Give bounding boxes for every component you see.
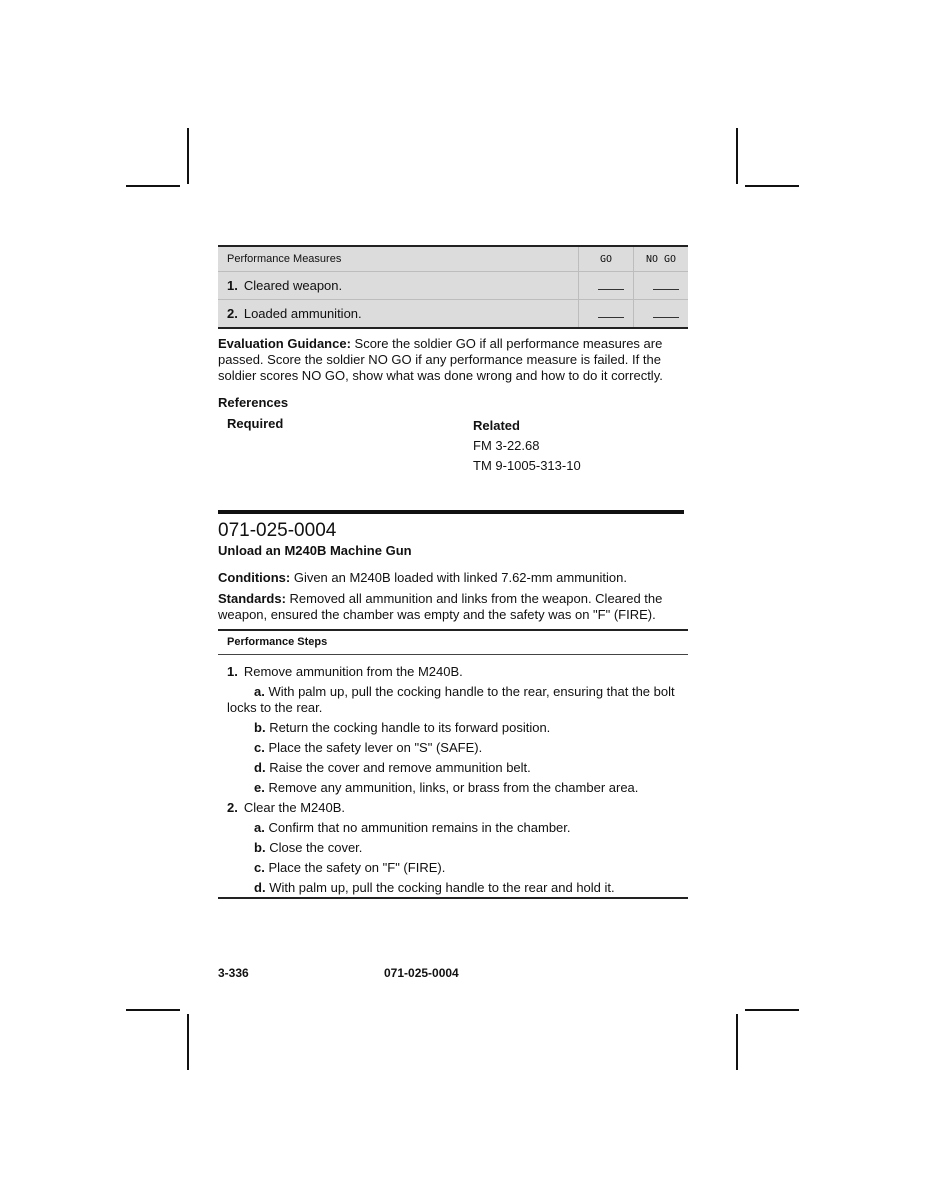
evaluation-text: Score the soldier GO if all performance measures are passed. Score the soldier NO GO if any performance measure is failed. If the soldier scores NO GO, show what was done wrong and how to do it correctly. bbox=[218, 336, 663, 383]
go-header: GO bbox=[579, 246, 634, 272]
substep-item: a. Confirm that no ammunition remains in the chamber. bbox=[254, 820, 571, 835]
substep-item: d. With palm up, pull the cocking handle to the rear and hold it. bbox=[254, 880, 615, 895]
go-blank bbox=[579, 300, 634, 329]
reference-item: FM 3-22.68 bbox=[473, 438, 540, 453]
step-item: 2. Clear the M240B. bbox=[227, 800, 346, 815]
crop-mark bbox=[126, 1009, 180, 1011]
nogo-blank bbox=[634, 272, 689, 300]
substep-item: c. Place the safety lever on "S" (SAFE). bbox=[254, 740, 483, 755]
reference-item: TM 9-1005-313-10 bbox=[473, 458, 581, 473]
table-row bbox=[218, 300, 688, 329]
row-text: Cleared weapon. bbox=[243, 278, 343, 293]
standards-text: Removed all ammunition and links from the weapon. Cleared the weapon, ensured the chamber was empty and the safety was on "F" (FIRE). bbox=[218, 591, 663, 622]
row-number: 1. bbox=[227, 278, 238, 293]
crop-mark bbox=[745, 1009, 799, 1011]
nogo-blank bbox=[634, 300, 689, 329]
step-item: 1. Remove ammunition from the M240B. bbox=[227, 664, 463, 679]
conditions bbox=[218, 570, 688, 586]
performance-steps bbox=[218, 655, 688, 899]
page-content bbox=[218, 245, 688, 899]
nogo-header: NO GO bbox=[634, 246, 689, 272]
task-divider bbox=[218, 510, 684, 514]
substep-item: d. Raise the cover and remove ammunition belt. bbox=[254, 760, 531, 775]
table-header-row bbox=[218, 246, 688, 272]
substep-item: b. Close the cover. bbox=[254, 840, 363, 855]
evaluation-guidance bbox=[218, 336, 688, 384]
footer-task-number: 071-025-0004 bbox=[384, 966, 459, 980]
crop-mark bbox=[736, 128, 738, 184]
conditions-text: Given an M240B loaded with linked 7.62-mm ammunition. bbox=[290, 570, 627, 585]
table-row bbox=[218, 272, 688, 300]
task-number: 071-025-0004 bbox=[218, 520, 337, 541]
references-block bbox=[218, 416, 688, 476]
evaluation-label: Evaluation Guidance: bbox=[218, 336, 351, 351]
performance-steps-header: Performance Steps bbox=[218, 629, 688, 655]
related-header: Related bbox=[473, 418, 520, 433]
page-number: 3-336 bbox=[218, 966, 249, 980]
row-number: 2. bbox=[227, 306, 238, 321]
performance-measures-header: Performance Measures bbox=[218, 246, 579, 272]
crop-mark bbox=[187, 1014, 189, 1070]
crop-mark bbox=[745, 185, 799, 187]
substep-item: c. Place the safety on "F" (FIRE). bbox=[254, 860, 446, 875]
related-column bbox=[473, 416, 581, 476]
performance-measures-table bbox=[218, 245, 688, 329]
substep-item: a. With palm up, pull the cocking handle to the rear, ensuring that the bolt locks to the rear. bbox=[227, 684, 675, 715]
row-text: Loaded ammunition. bbox=[243, 306, 362, 321]
standards-label: Standards: bbox=[218, 591, 286, 606]
conditions-label: Conditions: bbox=[218, 570, 291, 585]
substep-item: e. Remove any ammunition, links, or brass from the chamber area. bbox=[254, 780, 639, 795]
substep-item: b. Return the cocking handle to its forward position. bbox=[254, 720, 551, 735]
required-header: Required bbox=[227, 416, 284, 431]
go-blank bbox=[579, 272, 634, 300]
crop-mark bbox=[126, 185, 180, 187]
crop-mark bbox=[187, 128, 189, 184]
standards bbox=[218, 591, 688, 623]
crop-mark bbox=[736, 1014, 738, 1070]
task-title: Unload an M240B Machine Gun bbox=[218, 543, 412, 558]
references-title: References bbox=[218, 395, 289, 410]
